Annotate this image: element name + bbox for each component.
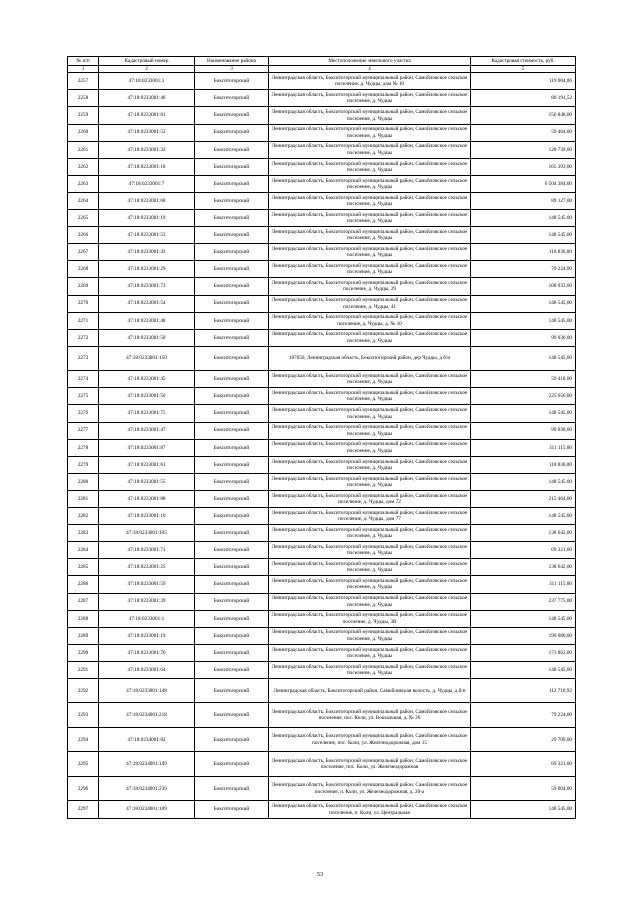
cell-location: Ленинградская область, Бокситогорский муниципальный район, Самойловское сельское поселение, д. Чудцы [269,542,471,559]
cell-district: Бокситогорский [195,610,269,627]
cell-location: Ленинградская область, Бокситогорский муниципальный район, Самойловское сельское поселение, д. Чудцы [269,371,471,388]
header-num: № п/п [68,57,99,66]
table-row [68,107,576,124]
cell-cadastral-number: 47:18:0233001:32 [99,141,195,158]
cell-location: Ленинградская область, Бокситогорский муниципальный район, Самойловское сельское поселение, д. Чудцы, 29 [269,278,471,295]
cell-location: Ленинградская область, Бокситогорский муниципальный район, Самойловское сельское поселение, д. Чудцы [269,422,471,439]
cell-number: 2260 [68,124,99,141]
cell-cadastral-number: 47:18:0233001:53 [99,227,195,244]
cell-cadastral-number: 47:18:0233001:10 [99,508,195,525]
cell-cadastral-number: 47:18:0234001:82 [99,727,195,752]
cell-location: Ленинградская область, Бокситогорский муниципальный район, Самойловское сельское поселение, д. Чудцы [269,456,471,473]
cell-cadastral-cost: 80 191,52 [471,90,576,107]
cell-district: Бокситогорский [195,525,269,542]
cell-cadastral-number: 47:18:0233001:59 [99,576,195,593]
cell-cadastral-cost: 225 656,00 [471,388,576,405]
cell-cadastral-number: 47:18:0233001:87 [99,439,195,456]
cell-cadastral-cost: 173 862,00 [471,644,576,661]
cell-cadastral-number: 47:18:0233001:70 [99,644,195,661]
cell-district: Бокситогорский [195,490,269,507]
table-row [68,141,576,158]
cell-location: Ленинградская область, Бокситогорский муниципальный район, Самойловское сельское поселение, д. Чудцы [269,559,471,576]
cell-number: 2275 [68,388,99,405]
cell-district: Бокситогорский [195,312,269,329]
cell-cadastral-cost: 69 321,00 [471,542,576,559]
cell-location: Ленинградская область, Бокситогорский муниципальный район, Самойловское сельское поселение, п. Коли, ул. Центральная [269,801,471,818]
cell-location: Ленинградская область, Бокситогорский муниципальный район, Самойловское сельское поселение, д. Чудцы [269,329,471,346]
cell-cadastral-number: 47:18:0233001:88 [99,490,195,507]
cell-number: 2267 [68,244,99,261]
cell-district: Бокситогорский [195,456,269,473]
cell-location: Ленинградская область, Бокситогорский муниципальный район, Самойловское сельское поселение, д. Чудцы [269,473,471,490]
cell-location: Ленинградская область, Бокситогорский район, Самойловская волость, д. Чудцы, д.б/н [269,678,471,703]
cell-cadastral-number: 47:18:0234001:218 [99,703,195,728]
table-row [68,422,576,439]
cell-cadastral-cost: 148 545,00 [471,661,576,678]
cell-number: 2276 [68,405,99,422]
cell-cadastral-number: 47:18:0233001:68 [99,192,195,209]
cadastral-value-table [67,56,576,819]
cell-number: 2293 [68,703,99,728]
cell-number: 2294 [68,727,99,752]
header-cadastral-number: Кадастровый номер [99,57,195,66]
cell-district: Бокситогорский [195,727,269,752]
table-row [68,727,576,752]
index-3: 3 [195,66,269,73]
cell-cadastral-number: 47:18:0233001:45 [99,371,195,388]
cell-number: 2282 [68,508,99,525]
cell-cadastral-number: 47:18:0233001:75 [99,405,195,422]
table-row [68,175,576,192]
cell-location: Ленинградская область, Бокситогорский муниципальный район, Самойловское сельское поселение, д. Чудцы [269,244,471,261]
cell-number: 2266 [68,227,99,244]
cell-cadastral-cost: 311 115,00 [471,439,576,456]
cell-district: Бокситогорский [195,473,269,490]
cell-district: Бокситогорский [195,175,269,192]
cell-district: Бокситогорский [195,644,269,661]
cell-location: Ленинградская область, Бокситогорский муниципальный район, Самойловское сельское поселение, д. Чудцы [269,661,471,678]
cell-location: Ленинградская область, Бокситогорский муниципальный район, Самойловское сельское поселение, д. Чудцы [269,439,471,456]
cell-district: Бокситогорский [195,542,269,559]
cell-number: 2265 [68,210,99,227]
cell-cadastral-cost: 29 709,00 [471,727,576,752]
cell-district: Бокситогорский [195,210,269,227]
cell-cadastral-cost: 148 545,00 [471,473,576,490]
table-row [68,473,576,490]
cell-cadastral-cost: 59 418,00 [471,371,576,388]
table-row [68,312,576,329]
cell-cadastral-cost: 59 464,00 [471,124,576,141]
cell-cadastral-cost: 59 004,00 [471,776,576,801]
table-row [68,124,576,141]
cell-cadastral-number: 47:18:0233001:39 [99,593,195,610]
header-district: Наименование района [195,57,269,66]
cell-number: 2283 [68,525,99,542]
cell-district: Бокситогорский [195,776,269,801]
table-row [68,525,576,542]
cell-cadastral-cost: 138 642,00 [471,559,576,576]
cell-cadastral-cost: 165 393,00 [471,158,576,175]
table-index-row [68,66,576,73]
cell-location: Ленинградская область, Бокситогорский муниципальный район, Самойловское сельское поселение, д. Чудцы [269,388,471,405]
cadastral-table-sheet [67,56,575,819]
table-row [68,610,576,627]
cell-number: 2287 [68,593,99,610]
cell-number: 2288 [68,610,99,627]
cell-location: Ленинградская область, Бокситогорский муниципальный район, Самойловское сельское поселение, д. Чудцы [269,593,471,610]
cell-number: 2284 [68,542,99,559]
cell-number: 2261 [68,141,99,158]
cell-cadastral-cost: 119 004,06 [471,73,576,90]
cell-location: Ленинградская область, Бокситогорский муниципальный район, Самойловское сельское поселение, д. Чудцы [269,227,471,244]
cell-district: Бокситогорский [195,227,269,244]
cell-district: Бокситогорский [195,593,269,610]
cell-district: Бокситогорский [195,422,269,439]
cell-district: Бокситогорский [195,508,269,525]
cell-location: Ленинградская область, Бокситогорский муниципальный район, Самойловское сельское поселение, д. Чудцы [269,124,471,141]
cell-number: 2280 [68,473,99,490]
cell-number: 2278 [68,439,99,456]
cell-number: 2277 [68,422,99,439]
cell-cadastral-number: 47:18:0233001:25 [99,559,195,576]
cell-cadastral-cost: 190 080,00 [471,627,576,644]
cell-location: Ленинградская область, Бокситогорский муниципальный район, Самойловское сельское поселение, пос. Коли, ул. Железнодорожная [269,752,471,777]
cell-cadastral-cost: 237 775,00 [471,593,576,610]
cell-cadastral-cost: 148 545,00 [471,210,576,227]
cell-cadastral-number: 47:18:0233001:50 [99,329,195,346]
table-row [68,405,576,422]
table-row [68,593,576,610]
cell-number: 2269 [68,278,99,295]
cell-number: 2274 [68,371,99,388]
cell-cadastral-cost: 148 545,00 [471,405,576,422]
cell-location: Ленинградская область, Бокситогорский муниципальный район, Самойловское сельское поселение, д. Чудцы [269,158,471,175]
cell-number: 2259 [68,107,99,124]
cell-number: 2263 [68,175,99,192]
table-row [68,644,576,661]
cell-number: 2262 [68,158,99,175]
cell-number: 2292 [68,678,99,703]
cell-number: 2297 [68,801,99,818]
cell-location: Ленинградская область, Бокситогорский муниципальный район, Самойловское сельское поселение, пос. Коли, ул. Вокзальная, д. № 26 [269,703,471,728]
cell-location: Ленинградская область, Бокситогорский муниципальный район, Самойловское сельское поселение, д. Чудцы, дом 77 [269,508,471,525]
cell-cadastral-cost: 138 642,00 [471,525,576,542]
cell-district: Бокситогорский [195,73,269,90]
cell-district: Бокситогорский [195,703,269,728]
cell-location: Ленинградская область, Бокситогорский муниципальный район, Самойловское сельское поселение, д. Чудцы [269,90,471,107]
cell-district: Бокситогорский [195,158,269,175]
cell-cadastral-cost: 128 739,00 [471,141,576,158]
cell-cadastral-number: 47:18:0233001:46 [99,90,195,107]
table-row [68,192,576,209]
header-cadastral-cost: Кадастровая стоимость, руб. [471,57,576,66]
cell-cadastral-number: 47:18:0233001:29 [99,261,195,278]
cell-district: Бокситогорский [195,439,269,456]
cell-number: 2271 [68,312,99,329]
cell-location: 187650, Ленинградская область, Бокситогорский район, дер Чудцы, д б/н [269,346,471,371]
cell-cadastral-cost: 99 030,00 [471,422,576,439]
cell-location: Ленинградская область, Бокситогорский муниципальный район, Самойловское сельское поселение, д. Чудцы, д. № 10 [269,312,471,329]
cell-district: Бокситогорский [195,278,269,295]
cell-location: Ленинградская область, Бокситогорский муниципальный район, Самойловское сельское поселение, д. Чудцы, дом № 10 [269,73,471,90]
cell-number: 2270 [68,295,99,312]
cell-cadastral-cost: 99 030,00 [471,329,576,346]
cell-district: Бокситогорский [195,329,269,346]
cell-cadastral-number: 47:18:0233001:7 [99,175,195,192]
cell-location: Ленинградская область, Бокситогорский муниципальный район, Самойловское сельское поселение, п. Коли, ул. Железнодорожная, д. 20-а [269,776,471,801]
cell-cadastral-cost: 156 848,00 [471,107,576,124]
cell-cadastral-cost: 215 464,00 [471,490,576,507]
table-row [68,661,576,678]
cell-location: Ленинградская область, Бокситогорский муниципальный район, Самойловское сельское поселение, пос. Коли, ул. Железнодорожная, дом 15 [269,727,471,752]
cell-number: 2289 [68,627,99,644]
cell-cadastral-cost: 112 718,92 [471,678,576,703]
table-row [68,627,576,644]
table-row [68,90,576,107]
cell-district: Бокситогорский [195,576,269,593]
cell-number: 2273 [68,346,99,371]
cell-cadastral-number: 47:18:0233001:1 [99,610,195,627]
cell-number: 2286 [68,576,99,593]
cell-location: Ленинградская область, Бокситогорский муниципальный район, Самойловское сельское поселение, д. Чудцы [269,576,471,593]
cell-number: 2285 [68,559,99,576]
cell-number: 2296 [68,776,99,801]
cell-district: Бокситогорский [195,107,269,124]
cell-cadastral-number: 47:18:0233001:47 [99,422,195,439]
cell-cadastral-number: 47:18:0233001:73 [99,278,195,295]
cell-cadastral-number: 47:18:0233001:43 [99,244,195,261]
cell-number: 2281 [68,490,99,507]
cell-cadastral-number: 47:18:0233001:50 [99,388,195,405]
index-1: 1 [68,66,99,73]
table-row [68,776,576,801]
table-row [68,210,576,227]
table-row [68,542,576,559]
cell-cadastral-cost: 69 321,00 [471,752,576,777]
cell-cadastral-cost: 148 545,00 [471,295,576,312]
table-row [68,752,576,777]
cell-cadastral-cost: 148 545,00 [471,227,576,244]
cell-cadastral-number: 47:18:0233001:54 [99,295,195,312]
cell-district: Бокситогорский [195,801,269,818]
cell-cadastral-cost: 148 545,00 [471,508,576,525]
table-row [68,73,576,90]
cell-cadastral-number: 47:18:0234001:109 [99,801,195,818]
cell-cadastral-number: 47:18:0233001:19 [99,210,195,227]
table-row [68,559,576,576]
cell-district: Бокситогорский [195,405,269,422]
header-location: Местоположение земельного участка [269,57,471,66]
cell-cadastral-number: 47:18:0233001:19 [99,627,195,644]
cell-district: Бокситогорский [195,627,269,644]
cell-cadastral-cost: 311 115,00 [471,576,576,593]
table-row [68,456,576,473]
table-header-row [68,57,576,66]
table-row [68,329,576,346]
cell-cadastral-number: 47:18:0234001:239 [99,776,195,801]
table-row [68,703,576,728]
cell-district: Бокситогорский [195,192,269,209]
cell-cadastral-number: 47:18:0234001:149 [99,752,195,777]
cell-cadastral-number: 47:18:0233001:64 [99,661,195,678]
cell-number: 2268 [68,261,99,278]
cell-district: Бокситогорский [195,141,269,158]
cell-cadastral-number: 47:18:0233001:81 [99,107,195,124]
cell-district: Бокситогорский [195,90,269,107]
cell-cadastral-cost: 79 224,00 [471,703,576,728]
cell-cadastral-cost: 89 127,00 [471,192,576,209]
table-row [68,371,576,388]
cell-cadastral-cost: 6 504 384,00 [471,175,576,192]
cell-cadastral-number: 47:18:0233001:71 [99,542,195,559]
index-2: 2 [99,66,195,73]
table-row [68,801,576,818]
table-row [68,490,576,507]
cell-cadastral-number: 47:18:0233001:48 [99,312,195,329]
cell-location: Ленинградская область, Бокситогорский муниципальный район, Самойловское сельское поселение, д. Чудцы [269,261,471,278]
table-row [68,508,576,525]
cell-number: 2257 [68,73,99,90]
table-row [68,346,576,371]
cell-location: Ленинградская область, Бокситогорский муниципальный район, Самойловское сельское поселение, д. Чудцы [269,107,471,124]
cell-number: 2272 [68,329,99,346]
cell-cadastral-number: 47:18:0233001:105 [99,525,195,542]
cell-cadastral-number: 47:18:0233001:61 [99,456,195,473]
table-row [68,576,576,593]
cell-cadastral-number: 47:18:0233001:150 [99,346,195,371]
cell-cadastral-cost: 148 545,00 [471,610,576,627]
cell-number: 2279 [68,456,99,473]
table-row [68,158,576,175]
cell-location: Ленинградская область, Бокситогорский муниципальный район, Самойловское сельское поселение, д. Чудцы [269,192,471,209]
cell-cadastral-number: 47:18:0233001:53 [99,124,195,141]
cell-number: 2264 [68,192,99,209]
cell-number: 2290 [68,644,99,661]
cell-cadastral-number: 47:18:0233001:3 [99,73,195,90]
table-row [68,278,576,295]
cell-cadastral-number: 47:18:0233001:55 [99,473,195,490]
cell-location: Ленинградская область, Бокситогорский муниципальный район, Самойловское сельское поселение, д. Чудцы [269,525,471,542]
cell-location: Ленинградская область, Бокситогорский муниципальный район, Самойловское сельское поселение, д. Чудцы [269,141,471,158]
table-body [68,73,576,818]
cell-cadastral-number: 47:18:0233001:18 [99,158,195,175]
cell-district: Бокситогорский [195,388,269,405]
cell-district: Бокситогорский [195,244,269,261]
cell-district: Бокситогорский [195,346,269,371]
cell-location: Ленинградская область, Бокситогорский муниципальный район, Самойловское сельское поселение, д. Чудцы [269,627,471,644]
cell-location: Ленинградская область, Бокситогорский муниципальный район, Самойловское сельское поселение, д. Чудцы [269,175,471,192]
table-row [68,244,576,261]
cell-district: Бокситогорский [195,295,269,312]
table-row [68,388,576,405]
table-row [68,439,576,456]
cell-location: Ленинградская область, Бокситогорский муниципальный район, Самойловское сельское поселение, д. Чудцы, дом 72 [269,490,471,507]
cell-cadastral-cost: 108 933,00 [471,278,576,295]
cell-location: Ленинградская область, Бокситогорский муниципальный район, Самойловское сельское поселение, д. Чудцы, 41 [269,295,471,312]
cell-location: Ленинградская область, Бокситогорский муниципальный район, Самойловское сельское поселение, д. Чудцы [269,210,471,227]
table-row [68,227,576,244]
cell-district: Бокситогорский [195,559,269,576]
cell-district: Бокситогорский [195,678,269,703]
table-row [68,261,576,278]
index-4: 4 [269,66,471,73]
cell-district: Бокситогорский [195,661,269,678]
cell-location: Ленинградская область, Бокситогорский муниципальный район, Самойловское сельское поселение, д. Чудцы, 3В [269,610,471,627]
cell-district: Бокситогорский [195,124,269,141]
cell-cadastral-cost: 118 836,00 [471,456,576,473]
cell-cadastral-cost: 118 836,00 [471,244,576,261]
cell-cadastral-cost: 148 545,00 [471,801,576,818]
table-row [68,678,576,703]
table-row [68,295,576,312]
index-5: 5 [471,66,576,73]
cell-location: Ленинградская область, Бокситогорский муниципальный район, Самойловское сельское поселение, д. Чудцы [269,644,471,661]
cell-number: 2258 [68,90,99,107]
cell-cadastral-cost: 148 545,00 [471,346,576,371]
page-number: 53 [317,872,323,878]
cell-number: 2295 [68,752,99,777]
cell-district: Бокситогорский [195,261,269,278]
cell-district: Бокситогорский [195,371,269,388]
cell-cadastral-number: 47:18:0233001:148 [99,678,195,703]
cell-location: Ленинградская область, Бокситогорский муниципальный район, Самойловское сельское поселение, д. Чудцы [269,405,471,422]
cell-cadastral-cost: 148 545,00 [471,312,576,329]
cell-district: Бокситогорский [195,752,269,777]
cell-number: 2291 [68,661,99,678]
cell-cadastral-cost: 79 224,00 [471,261,576,278]
